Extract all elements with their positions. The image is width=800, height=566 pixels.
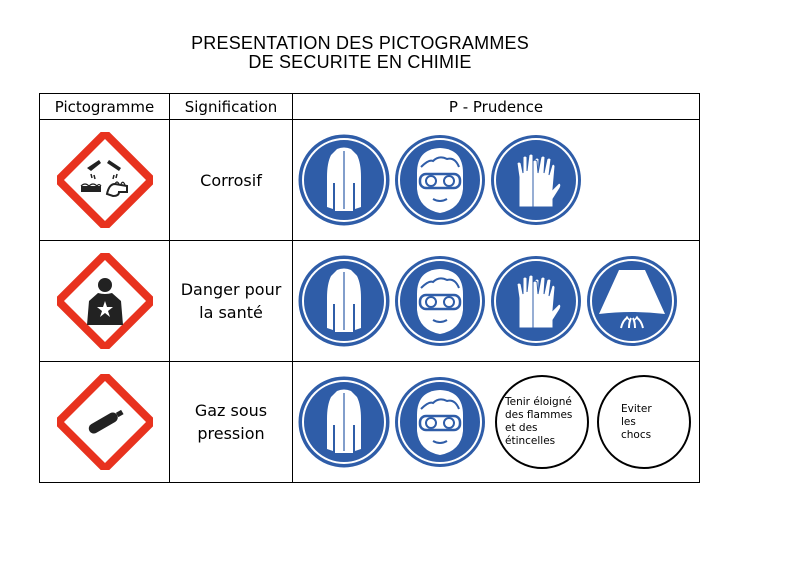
fume-hood-icon <box>585 254 679 348</box>
prudence-cell <box>293 120 700 241</box>
lab-coat-icon <box>297 375 391 469</box>
circle-text-line: chocs <box>621 428 652 441</box>
lab-coat-icon <box>297 133 391 227</box>
circle-text-line: les <box>621 415 636 428</box>
signification-text-line-1: Danger pour <box>180 280 282 299</box>
title-line-1: PRESENTATION DES PICTOGRAMMES <box>191 33 529 53</box>
signification-cell <box>170 120 293 241</box>
corrosive-hazard-icon <box>57 132 153 228</box>
signification-text-line-2: la santé <box>199 303 263 322</box>
pictogram-table <box>39 93 700 483</box>
header-signification: Signification <box>170 94 293 120</box>
prudence-cell <box>293 241 700 362</box>
table-row <box>40 362 700 483</box>
document-title <box>0 34 720 72</box>
circle-text-line: étincelles <box>505 435 556 447</box>
avoid-shocks-circle <box>597 375 691 469</box>
prudence-cell <box>293 362 700 483</box>
table-row <box>40 120 700 241</box>
table-row <box>40 241 700 362</box>
signification-cell <box>170 241 293 362</box>
safety-goggles-icon <box>393 375 487 469</box>
health-hazard-icon <box>57 253 153 349</box>
keep-away-from-flames-circle <box>495 375 589 469</box>
lab-coat-icon <box>297 254 391 348</box>
circle-text-line: des flammes <box>505 409 573 421</box>
signification-text-line-1: Gaz sous <box>194 401 268 420</box>
circle-text-line: Tenir éloigné <box>505 396 572 408</box>
gloves-icon <box>489 133 583 227</box>
header-pictogramme: Pictogramme <box>40 94 170 120</box>
hazard-pictogram-cell <box>40 362 170 483</box>
circle-text-line: et des <box>505 422 538 434</box>
hazard-pictogram-cell <box>40 241 170 362</box>
signification-cell <box>170 362 293 483</box>
gas-cylinder-hazard-icon <box>57 374 153 470</box>
signification-text: Corrosif <box>200 170 262 190</box>
circle-text-line: Eviter <box>621 402 652 415</box>
safety-goggles-icon <box>393 254 487 348</box>
title-line-2: DE SECURITE EN CHIMIE <box>248 52 472 72</box>
header-prudence: P - Prudence <box>293 94 700 120</box>
signification-text-line-2: pression <box>197 424 265 443</box>
safety-goggles-icon <box>393 133 487 227</box>
table-header-row <box>40 94 700 120</box>
gloves-icon <box>489 254 583 348</box>
hazard-pictogram-cell <box>40 120 170 241</box>
